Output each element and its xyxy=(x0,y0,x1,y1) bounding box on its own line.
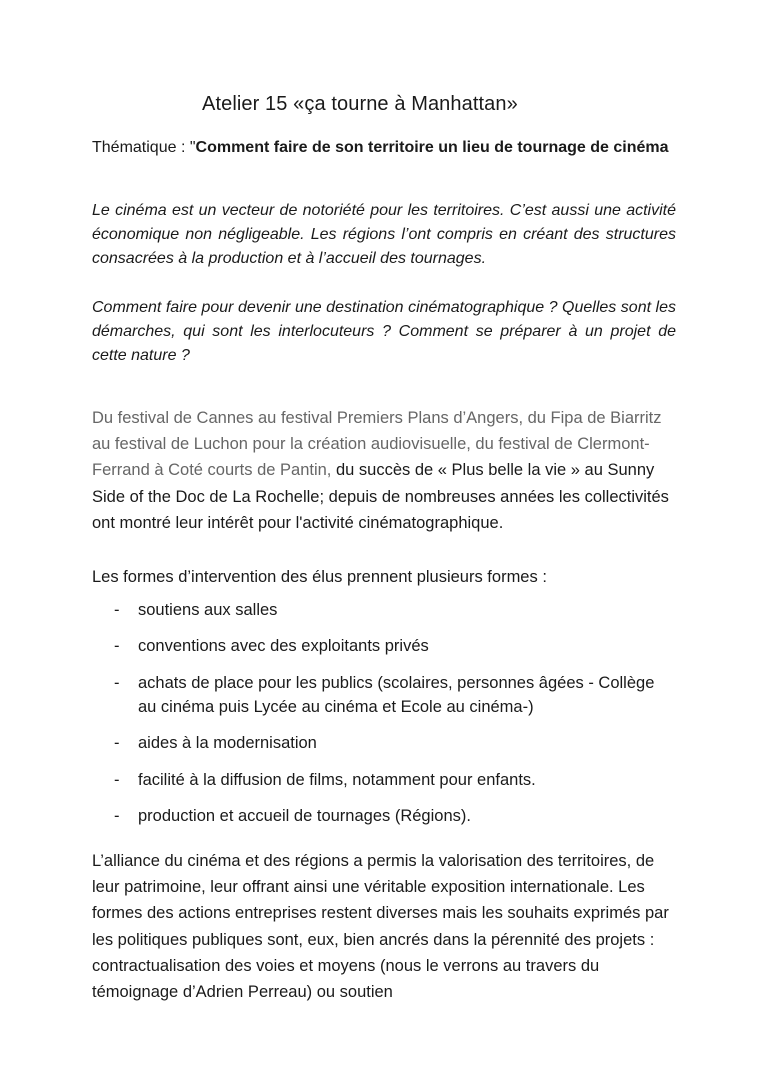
intervention-intro-paragraph: Les formes d’intervention des élus prennent plusieurs formes : xyxy=(92,568,547,586)
bullet-dash: - xyxy=(114,637,120,656)
list-item-text: aides à la modernisation xyxy=(138,734,317,753)
list-item-text: conventions avec des exploitants privés xyxy=(138,637,429,656)
bullet-dash: - xyxy=(114,601,120,619)
bullet-dash: - xyxy=(114,673,120,692)
theme-line xyxy=(92,135,676,160)
alliance-paragraph: L’alliance du cinéma et des régions a permis la valorisation des territoires, de leur patrimoine, leur offrant ainsi une véritable exposition internationale. Les formes des actions entreprises restent diverses mais les souhaits exprimés par les politiques publiques sont, eux, bien ancrés dans la pérennité des projets : contractualisation des voies et moyens (nous le verrons au travers du témoignage d’Adrien Perreau) ou soutien xyxy=(92,852,669,1002)
theme-bold-text: Comment faire de son territoire un lieu de tournage de cinéma xyxy=(195,139,669,156)
theme-prefix: Thématique : " xyxy=(92,139,196,156)
intro-paragraph-1: Le cinéma est un vecteur de notoriété pour les territoires. C’est aussi une activité économique non négligeable. Les régions l’ont compris en créant des structures consacrées à la production et à l’accueil des tournages. xyxy=(92,202,676,267)
bullet-dash: - xyxy=(114,770,120,789)
festival-paragraph xyxy=(92,405,682,536)
bullet-dash: - xyxy=(114,806,120,825)
festival-list-text: Du festival de Cannes au festival Premiers Plans d’Angers, du Fipa de Biarritz au festival de Luchon pour la création audiovisuelle, du festival de Clermont-Ferrand à Coté courts de Pantin, xyxy=(92,409,662,480)
list-item-text: soutiens aux salles xyxy=(138,601,278,619)
list-item xyxy=(92,671,676,719)
list-item xyxy=(92,634,676,658)
list-item xyxy=(92,768,676,792)
document-title: Atelier 15 «ça tourne à Manhattan» xyxy=(202,93,518,115)
intervention-forms-list xyxy=(92,598,676,840)
list-item-text: achats de place pour les publics (scolaires, personnes âgées - Collège au cinéma puis Lycée au cinéma et Ecole au cinéma-) xyxy=(138,673,655,716)
list-item xyxy=(92,731,676,755)
intro-paragraph-2: Comment faire pour devenir une destination cinématographique ? Quelles sont les démarches, qui sont les interlocuteurs ? Comment se préparer à un projet de cette nature ? xyxy=(92,299,676,364)
festival-continuation-text: du succès de « Plus belle la vie » au Sunny Side of the Doc de La Rochelle; depuis de nombreuses années les collectivités ont montré leur intérêt pour l'activité cinématographique. xyxy=(92,461,669,532)
bullet-dash: - xyxy=(114,734,120,753)
list-item xyxy=(92,598,676,622)
list-item xyxy=(92,804,676,828)
list-item-text: production et accueil de tournages (Régions). xyxy=(138,806,471,825)
list-item-text: facilité à la diffusion de films, notamment pour enfants. xyxy=(138,770,536,789)
